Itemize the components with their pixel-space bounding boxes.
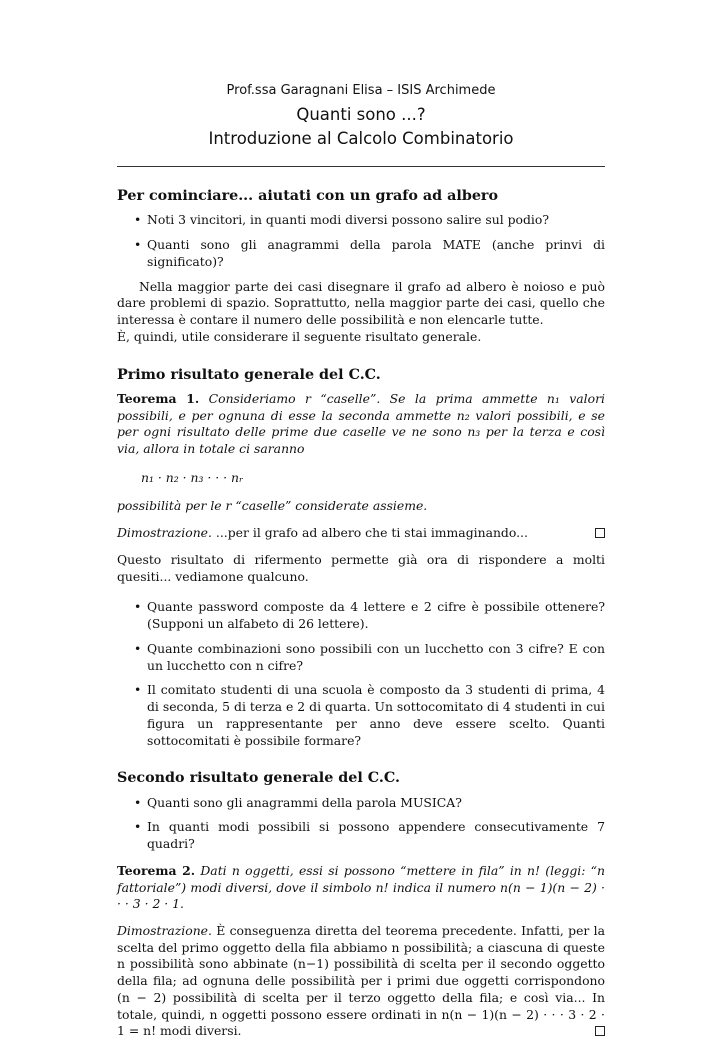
proof-2: [117, 923, 605, 1040]
header-divider: [117, 166, 605, 167]
section-heading-first-result: Primo risultato generale del C.C.: [117, 366, 381, 383]
paragraph: Questo risultato di rifermento permette già ora di rispondere a molti quesiti... vediamone qualcuno.: [117, 551, 605, 584]
paragraph: Nella maggior parte dei casi disegnare il grafo ad albero è noioso e può dare problemi di spazio. Soprattutto, nella maggior parte dei casi, quello che interessa è contare il numero delle possibilità e non elencarle tutte.: [117, 278, 605, 328]
qed-box-icon: [595, 528, 605, 538]
document-page: [117, 80, 605, 1040]
list-item: • Il comitato studenti di una scuola è composto da 3 studenti di prima, 4 di seconda, 5 di terza e 2 di quarta. Un sottocomitato di 4 studenti in cui figura un rappresentante per anno deve essere scelto. Quanti sottocomitati è possibile formare?: [147, 682, 605, 749]
proof-label: Dimostrazione.: [117, 525, 212, 541]
paragraph: È, quindi, utile considerare il seguente risultato generale.: [117, 328, 482, 344]
author-line: Prof.ssa Garagnani Elisa – ISIS Archimede: [226, 83, 496, 98]
list-item: • Quanti sono gli anagrammi della parola MATE (anche prinvi di significato)?: [147, 237, 605, 270]
list-item: • Quante combinazioni sono possibili con un lucchetto con 3 cifre? E con un lucchetto con n cifre?: [147, 641, 605, 674]
exercise-list: [117, 599, 605, 749]
section-heading-second-result: Secondo risultato generale del C.C.: [117, 770, 400, 787]
proof-1: [117, 525, 605, 542]
title-line-2: Introduzione al Calcolo Combinatorio: [208, 128, 514, 148]
theorem-tail: possibilità per le r “caselle” considerate assieme.: [117, 498, 428, 514]
theorem-1: [117, 391, 605, 458]
theorem-label: Teorema 2.: [117, 862, 196, 878]
list-item: • Quanti sono gli anagrammi della parola MUSICA?: [147, 795, 605, 812]
product-formula: n₁ · n₂ · n₃ · · · nᵣ: [141, 469, 244, 485]
theorem-label: Teorema 1.: [117, 390, 200, 406]
second-question-list: [117, 795, 605, 853]
list-item: • Quante password composte da 4 lettere e 2 cifre è possibile ottenere? (Supponi un alfabeto di 26 lettere).: [147, 599, 605, 632]
proof-label: Dimostrazione.: [117, 923, 212, 938]
list-item: • Noti 3 vincitori, in quanti modi diversi possono salire sul podio?: [147, 212, 605, 229]
title-line-1: Quanti sono ...?: [296, 104, 426, 124]
proof-text: È conseguenza diretta del teorema precedente. Infatti, per la scelta del primo oggetto della fila abbiamo n possibilità; a ciascuna di queste n possibilità sono abbinate (n−1) possibilità di scelta per il secondo oggetto della fila; ad ognuna delle possibilità per i primi due oggetti corrispondono (n − 2) possibilità di scelta per il terzo oggetto della fila; e così via... In totale, quindi, n oggetti possono essere ordinati in n(n − 1)(n − 2) · · · 3 · 2 · 1 = n! modi diversi.: [117, 923, 605, 1039]
theorem-2: [117, 863, 605, 913]
section-heading-intro: Per cominciare... aiutati con un grafo ad albero: [117, 188, 499, 205]
theorem-text: Dati n oggetti, essi si possono “mettere in fila” in n! (leggi: “n fattoriale”) modi diversi, dove il simbolo n! indica il numero n(n − 1)(n − 2) · · · 3 · 2 · 1.: [117, 862, 605, 912]
qed-box-icon: [595, 1026, 605, 1036]
theorem-text: Consideriamo r “caselle”. Se la prima ammette n₁ valori possibili, e per ognuna di esse la seconda ammette n₂ valori possibili, e se per ogni risultato delle prime due caselle ve ne sono n₃ per la terza e così via, allora in totale ci saranno: [117, 390, 605, 457]
list-item: • In quanti modi possibili si possono appendere consecutivamente 7 quadri?: [147, 819, 605, 852]
proof-text: ...per il grafo ad albero che ti stai immaginando...: [215, 525, 528, 541]
document-header: [117, 82, 605, 150]
intro-question-list: [117, 212, 605, 270]
